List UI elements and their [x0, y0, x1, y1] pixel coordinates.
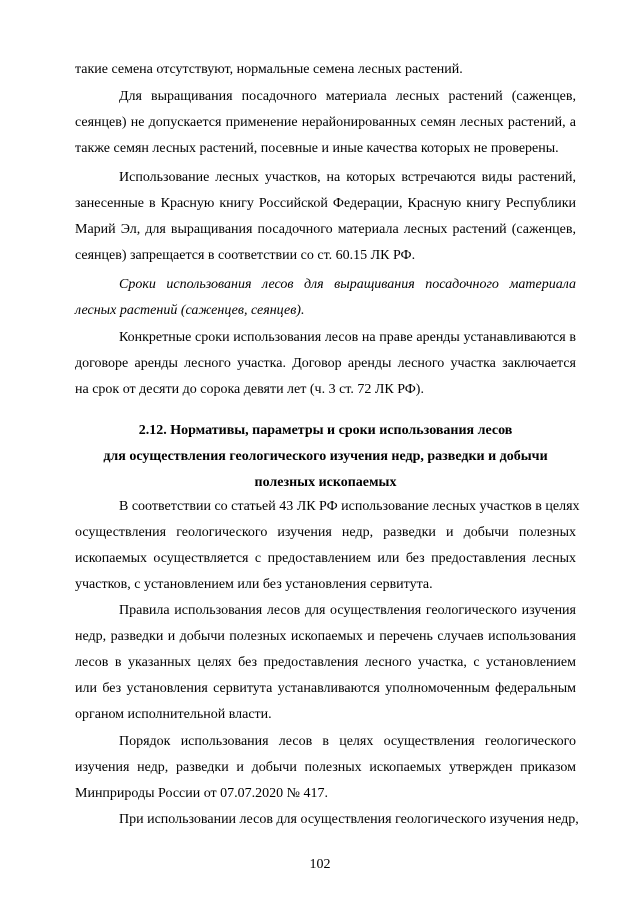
text-line: или без установления сервитута устанавливаются уполномоченным федеральным — [75, 681, 576, 696]
text-line: ископаемых осуществляется с предоставлением или без предоставления лесных — [75, 551, 576, 566]
text-line: договоре аренды лесного участка. Договор аренды лесного участка заключается — [75, 356, 576, 371]
text-line: на срок от десяти до сорока девяти лет (ч. 3 ст. 72 ЛК РФ). — [75, 382, 424, 397]
page-number: 102 — [309, 857, 331, 872]
text-line: Сроки использования лесов для выращивания посадочного материала — [119, 277, 576, 292]
text-line: Правила использования лесов для осуществления геологического изучения — [119, 603, 576, 618]
text-line: также семян лесных растений, посевные и иные качества которых не проверены. — [75, 141, 559, 156]
text-line: сеянцев) запрещается в соответствии со ст. 60.15 ЛК РФ. — [75, 248, 416, 263]
paragraph-red-book — [75, 165, 576, 269]
text-line: занесенные в Красную книгу Российской Федерации, Красную книгу Республики — [75, 196, 576, 211]
text-line: осуществления геологического изучения недр, разведки и добычи полезных — [75, 525, 576, 540]
text-line: такие семена отсутствуют, нормальные семена лесных растений. — [75, 62, 463, 77]
text-line: При использовании лесов для осуществления геологического изучения недр, — [119, 812, 579, 827]
paragraph-lease-terms — [75, 325, 576, 403]
text-line: недр, разведки и добычи полезных ископаемых и перечень случаев использования — [75, 629, 576, 644]
paragraph-seeds — [75, 84, 576, 162]
heading-line: для осуществления геологического изучения недр, разведки и добычи — [103, 449, 548, 464]
text-line: Порядок использования лесов в целях осуществления геологического — [119, 734, 576, 749]
section-heading — [75, 418, 576, 496]
heading-line: полезных ископаемых — [254, 475, 397, 490]
text-line: органом исполнительной власти. — [75, 707, 272, 722]
text-line: сеянцев) не допускается применение нерайонированных семян лесных растений, а — [75, 115, 576, 130]
text-line: Использование лесных участков, на которых встречаются виды растений, — [119, 170, 576, 185]
text-line: лесов в указанных целях без предоставления лесного участка, с установлением — [75, 655, 576, 670]
text-line: В соответствии со статьей 43 ЛК РФ использование лесных участков в целях — [119, 499, 580, 514]
paragraph-use-of-forests — [75, 807, 579, 833]
text-line: Марий Эл, для выращивания посадочного материала лесных растений (саженцев, — [75, 222, 576, 237]
paragraph-article-43 — [75, 494, 580, 598]
text-line: лесных растений (саженцев, сеянцев). — [75, 303, 305, 318]
paragraph-procedure — [75, 729, 576, 807]
paragraph-rules — [75, 598, 576, 728]
paragraph-continuation — [75, 57, 576, 83]
italic-subheading — [75, 272, 576, 324]
text-line: Конкретные сроки использования лесов на праве аренды устанавливаются в — [119, 330, 576, 345]
text-line: изучения недр, разведки и добычи полезных ископаемых утвержден приказом — [75, 760, 576, 775]
text-line: Для выращивания посадочного материала лесных растений (саженцев, — [119, 89, 576, 104]
text-line: участков, с установлением или без установления сервитута. — [75, 577, 433, 592]
text-line: Минприроды России от 07.07.2020 № 417. — [75, 786, 329, 801]
heading-line: 2.12. Нормативы, параметры и сроки использования лесов — [138, 423, 513, 438]
